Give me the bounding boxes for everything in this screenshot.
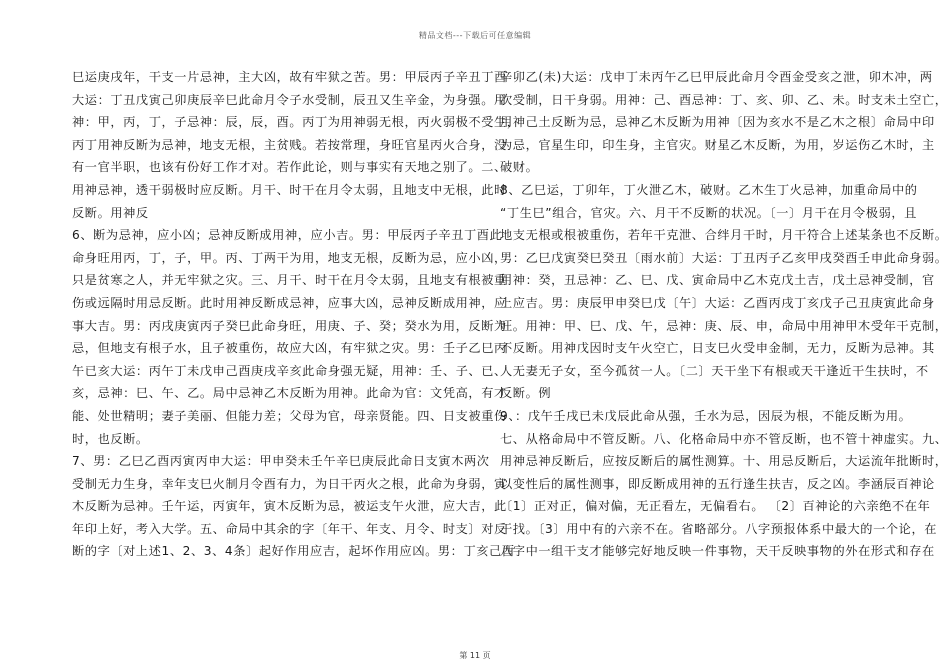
text-line: 用神忌神反断后，应按反断后的属性测算。十、用忌反断后，大运流年批断时， bbox=[500, 454, 948, 469]
text-line: 神：甲，丙，丁，子忌神：辰，辰，酉。丙丁为用神弱无根，丙火弱极不受生， bbox=[72, 115, 520, 130]
text-line: 〔1〕正对正，偏对偏，无正看左，无偏看右。 〔2〕百神论的六亲绝不在年 bbox=[500, 499, 931, 514]
text-line: 丙丁用神反断为忌神，地支无根，主贫贱。若按常理，身旺官星丙火合身，没 bbox=[72, 137, 507, 152]
text-line: 命身旺用丙，丁，子，甲。丙、丁两干为用，地支无根，反断为忌，应小凶， bbox=[72, 250, 507, 265]
text-line: 人无妻无子女，至今孤贫一人。〔二〕天干坐下有根或天干逢近干生扶时，不 bbox=[500, 363, 929, 378]
text-line: 6、断为忌神，应小凶；忌神反断成用神，应小吉。男：甲辰丙子辛丑丁酉此 bbox=[72, 228, 503, 243]
text-line: 伤或远隔时用忌反断。此时用神反断成忌神，应事大凶，忌神反断成用神，应 bbox=[72, 295, 507, 310]
text-line: 7、男：乙巳乙酉丙寅丙申大运：甲申癸未壬午辛巳庚辰此命日支寅木两次 bbox=[72, 454, 490, 469]
text-line: 用神：癸，丑忌神：乙、巳、戊、寅命局中乙木克戊土吉，戊土忌神受制，官 bbox=[500, 273, 935, 288]
text-line: 忌，但地支有根子水，且子被重伤，故应大凶，有牢狱之灾。男：壬子乙巳丙 bbox=[72, 341, 507, 356]
text-line: 木反断为忌神。壬午运，丙寅年，寅木反断为忌，被运支午火泄，应大吉，此 bbox=[72, 499, 507, 514]
text-line: 能、处世精明；妻子美丽、但能力差；父母为官，母亲贤能。四、日支被重伤 bbox=[72, 408, 507, 423]
text-line: 以变性后的属性测事，即反断成用神的五行逢生扶吉，反之凶。李涵辰百神论 bbox=[500, 476, 935, 491]
text-line: 受制无力生身，幸年支巳火制月令酉有力，为日干丙火之根，此命为身弱，寅 bbox=[72, 476, 507, 491]
text-line: 用神忌神，透干弱极时应反断。月干、时干在月令太弱，且地支中无根，此时 bbox=[72, 182, 507, 197]
text-line: 年印上好，考入大学。五、命局中其余的字〔年干、年支、月令、时支〕对反 bbox=[72, 521, 507, 536]
text-line: 为忌，官星生印，印生身，主官灾。财星乙木反断，为用，岁运伤乙木时，主 bbox=[500, 137, 935, 152]
text-line: 用神己土反断为忌，忌神乙木反断为用神〔因为亥水不是乙木之根〕命局中印 bbox=[500, 115, 935, 130]
text-line: “丁生巳”组合，官灾。六、月干不反断的状况。〔一〕月干在月令极弱，且 bbox=[500, 205, 917, 220]
page-header: 精品文档---下载后可任意编辑 bbox=[418, 31, 532, 40]
text-line: 不反断。用神戊因时支午火空亡，日支巳火受申金制，无力，反断为忌神。其 bbox=[500, 341, 935, 356]
text-line: 旺。用神：甲、巳、戊、午，忌神：庚、辰、申，命局中用神甲木受年干克制， bbox=[500, 318, 948, 333]
text-line: 8、乙巳运，丁卯年，丁火泄乙木，破财。乙木生丁火忌神，加重命局中的 bbox=[500, 182, 918, 197]
text-line: 辛卯乙(未)大运：戊申丁未丙午乙巳甲辰此命月令酉金受亥之泄，卯木冲，两 bbox=[500, 70, 933, 84]
text-line: 断的字〔对上述1、2、3、4条〕起好作用应吉，起坏作用应凶。男：丁亥己酉 bbox=[72, 544, 515, 559]
text-line: 时，也反断。 bbox=[72, 431, 149, 446]
text-line: 巳运庚戌年，干支一片忌神，主大凶，故有牢狱之苦。男：甲辰丙子辛丑丁酉 bbox=[72, 70, 507, 84]
text-line: 上应吉。男：庚辰甲申癸巳戊〔午〕大运：乙酉丙戌丁亥戊子己丑庚寅此命身 bbox=[500, 295, 935, 310]
text-line: 事大吉。男：丙戌庚寅丙子癸巳此命身旺，用庚、子、癸；癸水为用，反断为 bbox=[72, 318, 507, 333]
text-line: 七、从格命局中不管反断。八、化格命局中亦不管反断，也不管十神虚实。九、 bbox=[500, 431, 948, 446]
text-line: 有一官半职，也该有份好工作才对。若作此论，则与事实有天地之别了。二、 bbox=[72, 160, 507, 175]
text-line: 反断。例 bbox=[500, 386, 552, 401]
text-line: 干找。〔3〕用中有的六亲不在。省略部分。八字预报体系中最大的一个论，在 bbox=[500, 521, 938, 536]
text-line: 男：乙巳戊寅癸巳癸丑〔雨水前〕大运：丁丑丙子乙亥甲戌癸酉壬申此命身弱。 bbox=[500, 250, 948, 265]
page-number: 第 11 页 bbox=[459, 651, 491, 660]
text-line: 只是贫寒之人，并无牢狱之灾。三、月干、时干在月令太弱，且地支有根被重 bbox=[72, 273, 507, 288]
text-line: 9、：戊午壬戌已未戊辰此命从强，壬水为忌，因辰为根，不能反断为用。 bbox=[500, 408, 912, 423]
text-line: 破财。 bbox=[500, 160, 539, 175]
text-line: 反断。用神反 bbox=[72, 205, 149, 220]
text-line: 次受制，日干身弱。用神：己、酉忌神：丁、亥、卯、乙、未。时支未土空亡， bbox=[500, 92, 948, 107]
text-line: 大运：丁丑戊寅己卯庚辰辛巳此命月令子水受制，辰丑又生辛金，为身强。用 bbox=[72, 92, 507, 107]
text-line: 亥，忌神：巳、午、乙。局中忌神乙木反断为用神。此命为官：文凭高，有才 bbox=[72, 386, 507, 401]
text-line: 八字中一组干支才能够完好地反映一件事物，天干反映事物的外在形式和存在 bbox=[500, 544, 935, 559]
text-line: 午已亥大运：丙午丁未戊申己酉庚戌辛亥此命身强无疑，用神：壬、子、已、 bbox=[72, 363, 507, 378]
right-text-column bbox=[500, 66, 948, 563]
text-line: 地支无根或根被重伤，若年干克泄、合绊月干时，月干符合上述某条也不反断。 bbox=[500, 228, 948, 243]
